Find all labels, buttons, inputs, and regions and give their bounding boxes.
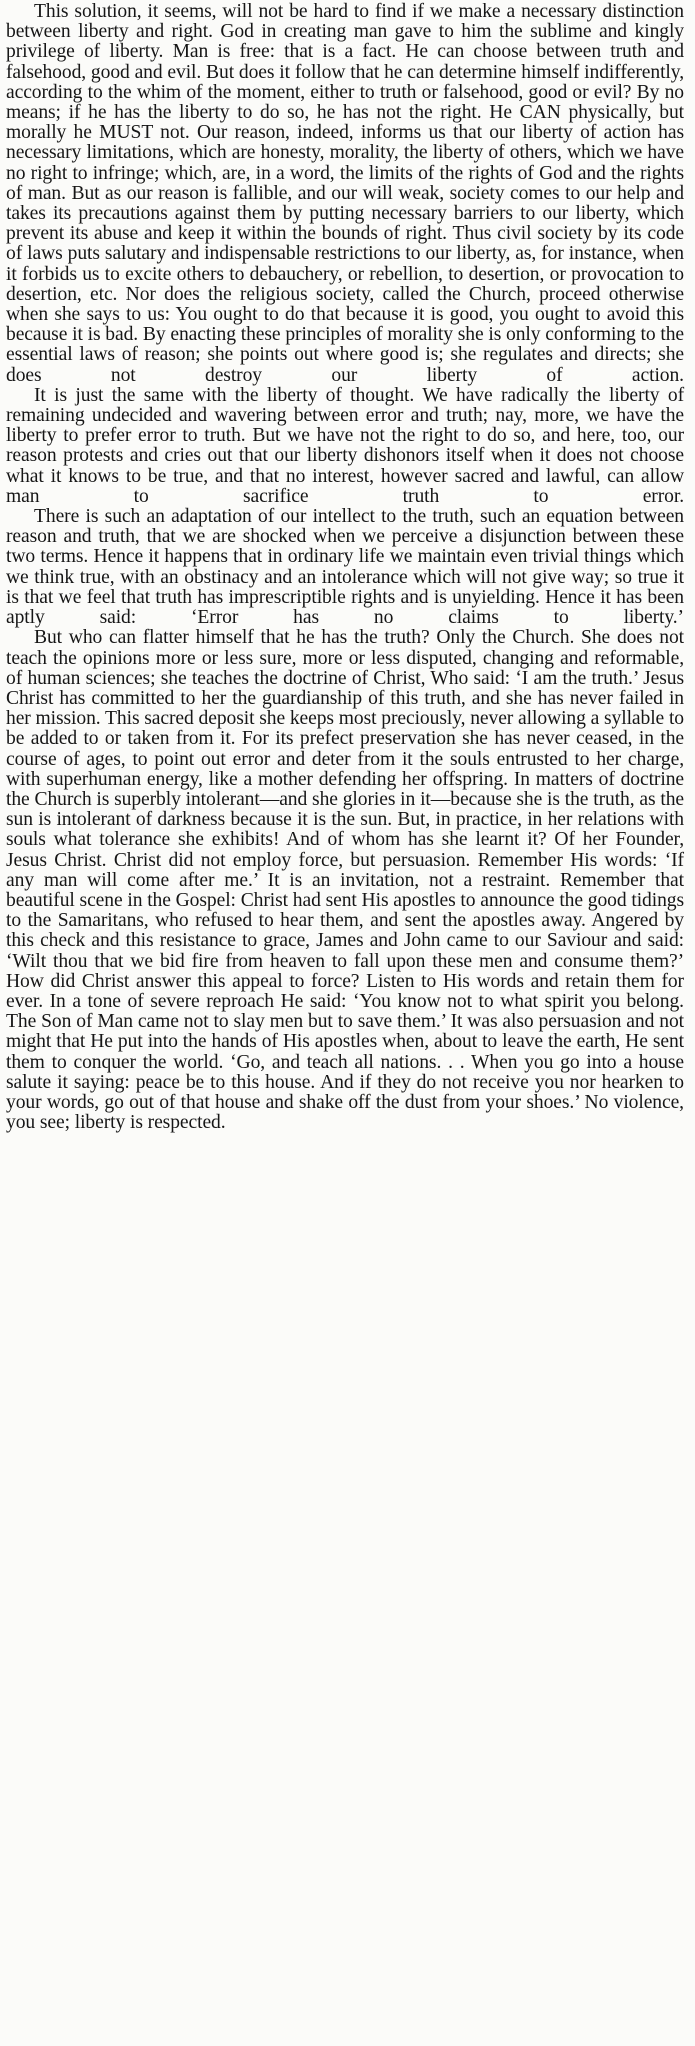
paragraph-liberty-and-right: This solution, it seems, will not be hard to find if we make a necessary distinction between liberty and right. God in creating man gave to him the sublime and kingly privilege of liberty. Man is free: that is a fact. He can choose between truth and falsehood, good and evil. But does it follow that he can determine himself indifferently, according to the whim of the moment, either to truth or falsehood, good or evil? By no means; if he has the liberty to do so, he has not the right. He CAN physically, but morally he MUST not. Our reason, indeed, informs us that our liberty of action has necessary limitations, which are honesty, morality, the liberty of others, which we have no right to infringe; which, are, in a word, the limits of the rights of God and the rights of man. But as our reason is fallible, and our will weak, society comes to our help and takes its precautions against them by putting necessary barriers to our liberty, which prevent its abuse and keep it within the bounds of right. Thus civil society by its code of laws puts salutary and indispensable restrictions to our liberty, as, for instance, when it forbids us to excite others to debauchery, or rebellion, to desertion, or provocation to desertion, etc. Nor does the religious society, called the Church, proceed otherwise when she says to us: You ought to do that because it is good, you ought to avoid this because it is bad. By enacting these principles of morality she is only conforming to the essential laws of reason; she points out where good is; she regulates and directs; she does not destroy our liberty of action. [6, 1, 684, 386]
article-column [6, 2, 684, 1133]
paragraph-the-church: But who can flatter himself that he has the truth? Only the Church. She does not teach the opinions more or less sure, more or less disputed, changing and reformable, of human sciences; she teaches the doctrine of Christ, Who said: ‘I am the truth.’ Jesus Christ has committed to her the guardianship of this truth, and she has never failed in her mission. This sacred deposit she keeps most preciously, never allowing a syllable to be added to or taken from it. For its prefect preservation she has never ceased, in the course of ages, to point out error and deter from it the souls entrusted to her charge, with superhuman energy, like a mother defending her offspring. In matters of doctrine the Church is superbly intolerant—and she glories in it—because she is the truth, as the sun is intolerant of darkness because it is the sun. But, in practice, in her relations with souls what tolerance she exhibits! And of whom has she learnt it? Of her Founder, Jesus Christ. Christ did not employ force, but persuasion. Remember His words: ‘If any man will come after me.’ It is an invitation, not a restraint. Remember that beautiful scene in the Gospel: Christ had sent His apostles to announce the good tidings to the Samaritans, who refused to hear them, and sent the apostles away. Angered by this check and this resistance to grace, James and John came to our Saviour and said: ‘Wilt thou that we bid fire from heaven to fall upon these men and consume them?’ How did Christ answer this appeal to force? Listen to His words and retain them for ever. In a tone of severe reproach He said: ‘You know not to what spirit you belong. The Son of Man came not to slay men but to save them.’ It was also persuasion and not might that He put into the hands of His apostles when, about to leave the earth, He sent them to conquer the world. ‘Go, and teach all nations. . . When you go into a house salute it saying: peace be to this house. And if they do not receive you nor hearken to your words, go out of that house and shake off the dust from your shoes.’ No violence, you see; liberty is respected. [6, 627, 684, 1134]
paragraph-liberty-of-thought: It is just the same with the liberty of thought. We have radically the liberty of remaining undecided and wavering between error and truth; nay, more, we have the liberty to prefer error to truth. But we have not the right to do so, and here, too, our reason protests and cries out that our liberty dishonors itself when it does not choose what it knows to be true, and that no interest, however sacred and lawful, can allow man to sacrifice truth to error. [6, 384, 684, 507]
paragraph-intellect-and-truth: There is such an adaptation of our intellect to the truth, such an equation between reason and truth, that we are shocked when we perceive a disjunction between these two terms. Hence it happens that in ordinary life we maintain even trivial things which we think true, with an obstinacy and an intolerance which will not give way; so true it is that we feel that truth has imprescriptible rights and is unyielding. Hence it has been aptly said: ‘Error has no claims to liberty.’ [6, 506, 684, 629]
